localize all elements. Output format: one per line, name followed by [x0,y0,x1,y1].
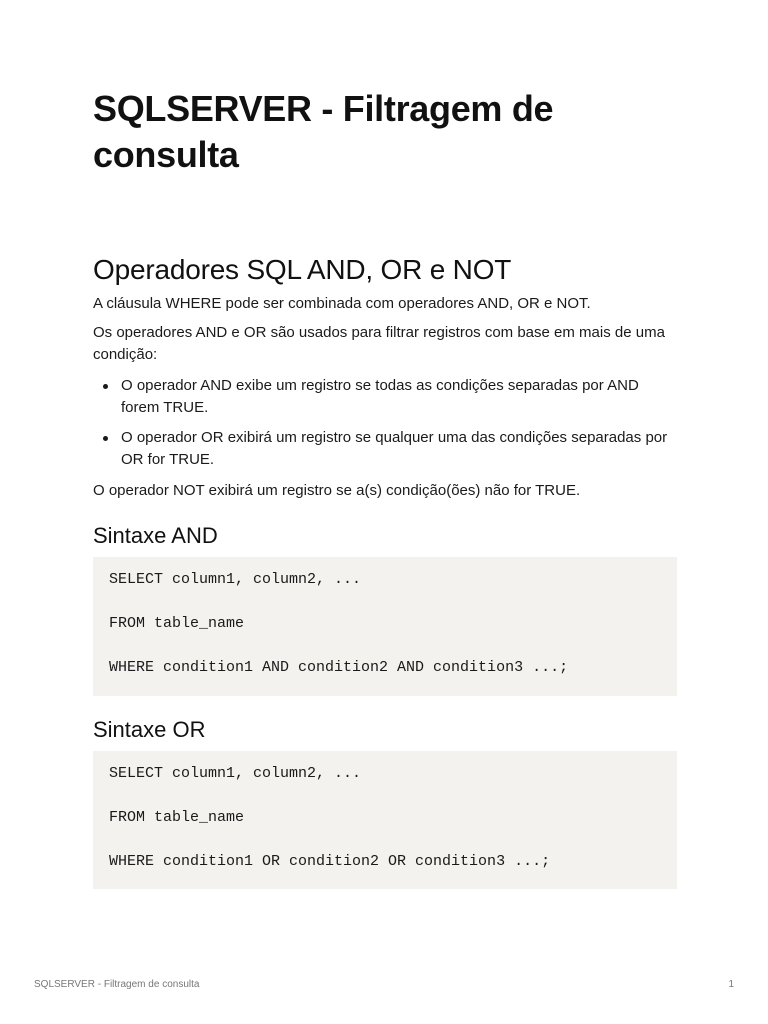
paragraph-not-operator: O operador NOT exibirá um registro se a(s) condição(ões) não for TRUE. [93,482,581,499]
section-heading-or-syntax: Sintaxe OR [93,717,206,742]
bullet-list [93,375,677,479]
code-line: WHERE condition1 OR condition2 OR condition3 ...; [109,853,551,870]
paragraph-where-intro: A cláusula WHERE pode ser combinada com operadores AND, OR e NOT. [93,295,591,312]
code-line: FROM table_name [109,809,245,826]
code-block-or-syntax [93,751,677,889]
code-line: WHERE condition1 AND condition2 AND condition3 ...; [109,659,569,676]
section-heading-and-syntax: Sintaxe AND [93,523,218,548]
footer-page-number: 1 [728,979,734,990]
document-title: SQLSERVER - Filtragem de consulta [93,88,554,175]
list-item-text: O operador OR exibirá um registro se qualquer uma das condições separadas por OR for TRUE. [121,429,668,468]
list-item [93,427,677,471]
code-line: SELECT column1, column2, ... [109,571,362,588]
footer-document-name: SQLSERVER - Filtragem de consulta [34,979,200,990]
code-line: FROM table_name [109,615,245,632]
bullet-dot-icon [103,436,108,441]
code-line: SELECT column1, column2, ... [109,765,362,782]
section-heading-operators: Operadores SQL AND, OR e NOT [93,254,512,285]
list-item [93,375,677,419]
paragraph-and-or-usage: Os operadores AND e OR são usados para filtrar registros com base em mais de uma condição: [93,324,665,363]
list-item-text: O operador AND exibe um registro se todas as condições separadas por AND forem TRUE. [121,377,639,416]
code-block-and-syntax [93,557,677,696]
bullet-dot-icon [103,384,108,389]
